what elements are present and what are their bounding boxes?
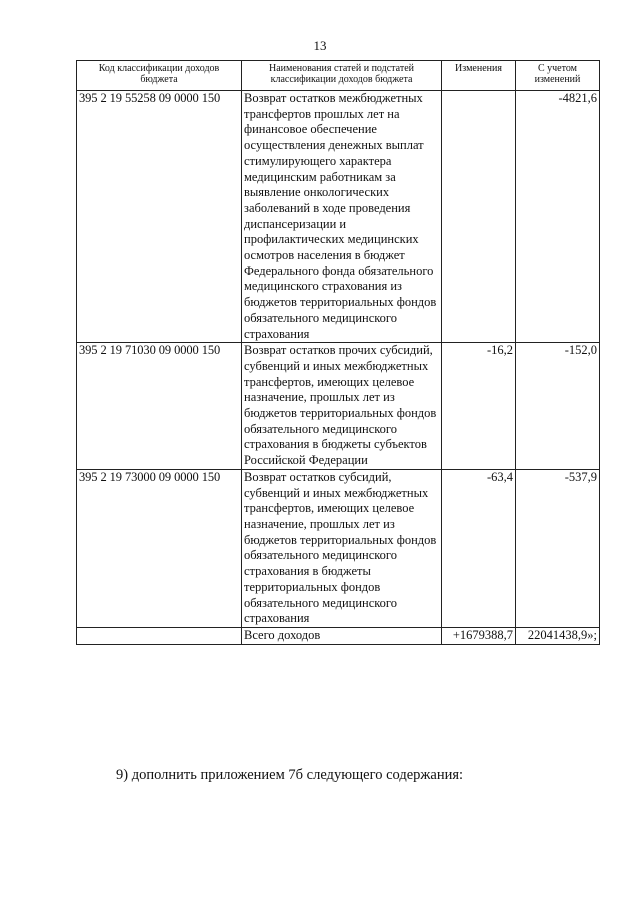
table-row	[77, 343, 600, 470]
row-total: -4821,6	[516, 91, 600, 343]
row-change: -63,4	[442, 469, 516, 627]
row-total: -152,0	[516, 343, 600, 470]
header-total: С учетом изменений	[516, 61, 600, 91]
row-total: -537,9	[516, 469, 600, 627]
total-label: Всего доходов	[242, 627, 442, 644]
row-change: -16,2	[442, 343, 516, 470]
header-change: Изменения	[442, 61, 516, 91]
table-row	[77, 469, 600, 627]
row-name: Возврат остатков прочих субсидий, субвенций и иных межбюджетных трансфертов, имеющих целевое назначение, прошлых лет из бюджетов территориальных фондов обязательного медицинского страхования в бюджеты субъектов Российской Федерации	[242, 343, 442, 470]
row-code: 395 2 19 55258 09 0000 150	[77, 91, 242, 343]
table-header-row	[77, 61, 600, 91]
row-name: Возврат остатков межбюджетных трансфертов прошлых лет на финансовое обеспечение осуществления денежных выплат стимулирующего характера медицинским работникам за выявление онкологических заболеваний в ходе проведения диспансеризации и профилактических медицинских осмотров населения в бюджет Федерального фонда обязательного медицинского страхования из бюджетов территориальных фондов обязательного медицинского страхования	[242, 91, 442, 343]
header-code: Код классификации доходов бюджета	[77, 61, 242, 91]
total-sum: 22041438,9»;	[516, 627, 600, 644]
total-code	[77, 627, 242, 644]
instruction-text: 9) дополнить приложением 7б следующего содержания:	[116, 767, 464, 783]
row-change	[442, 91, 516, 343]
total-row	[77, 627, 600, 644]
row-code: 395 2 19 71030 09 0000 150	[77, 343, 242, 470]
total-change: +1679388,7	[442, 627, 516, 644]
header-name: Наименования статей и подстатей классификации доходов бюджета	[242, 61, 442, 91]
budget-revenue-table	[76, 60, 600, 645]
row-code: 395 2 19 73000 09 0000 150	[77, 469, 242, 627]
page-number: 13	[313, 38, 327, 53]
row-name: Возврат остатков субсидий, субвенций и иных межбюджетных трансфертов, имеющих целевое назначение, прошлых лет из бюджетов территориальных фондов обязательного медицинского страхования в бюджеты территориальных фондов обязательного медицинского страхования	[242, 469, 442, 627]
table-row	[77, 91, 600, 343]
